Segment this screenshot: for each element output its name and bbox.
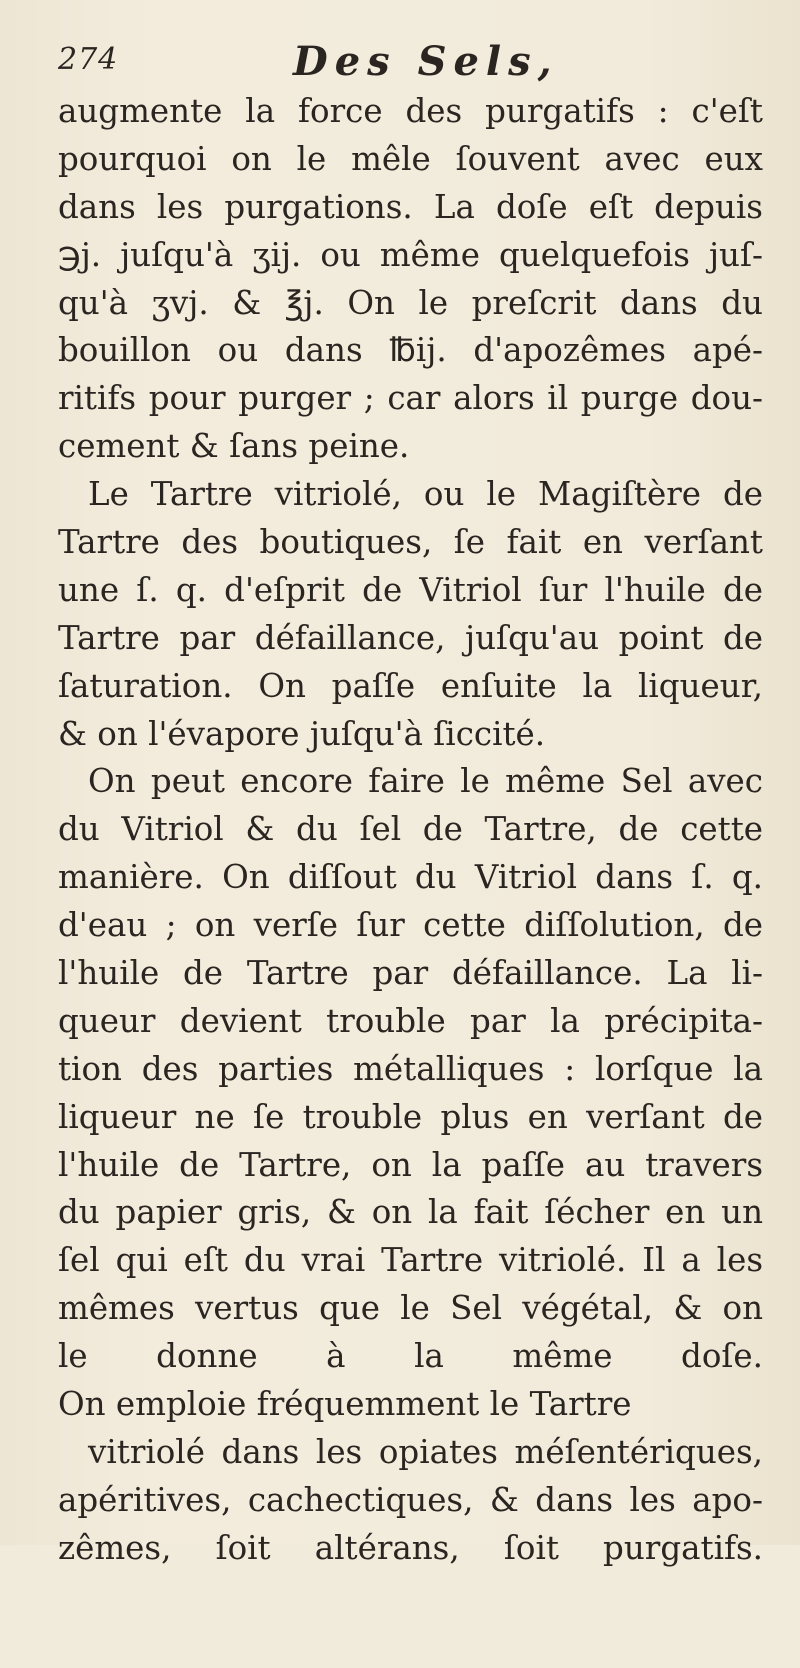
- text-line: ſaturation. On paſſe enſuite la liqueur,: [58, 663, 763, 711]
- text-line: apéritives, cachectiques, & dans les apo-: [58, 1477, 763, 1525]
- text-line: ſel qui eſt du vrai Tartre vitriolé. Il a les: [58, 1237, 763, 1285]
- text-line: On emploie fréquemment le Tartre: [58, 1381, 763, 1429]
- text-line: Tartre par défaillance, juſqu'au point de: [58, 615, 763, 663]
- text-line: liqueur ne ſe trouble plus en verſant de: [58, 1094, 763, 1142]
- page-header: [58, 38, 758, 92]
- text-line: du Vitriol & du ſel de Tartre, de cette: [58, 806, 763, 854]
- text-line: [58, 1573, 763, 1621]
- text-line: ritifs pour purger ; car alors il purge dou-: [58, 375, 763, 423]
- text-line: vitriolé dans les opiates méſentériques,: [58, 1429, 763, 1477]
- text-line: queur devient trouble par la précipita-: [58, 998, 763, 1046]
- text-line: Le Tartre vitriolé, ou le Magiſtère de: [58, 471, 763, 519]
- page-number: 274: [58, 42, 118, 77]
- body-text: [58, 88, 763, 1668]
- text-line: zêmes, ſoit altérans, ſoit purgatifs.: [58, 1525, 763, 1573]
- text-line: du papier gris, & on la fait ſécher en un: [58, 1189, 763, 1237]
- text-line: l'huile de Tartre, on la paſſe au travers: [58, 1142, 763, 1190]
- text-line: mêmes vertus que le Sel végétal, & on: [58, 1285, 763, 1333]
- text-line: tion des parties métalliques : lorſque la: [58, 1046, 763, 1094]
- text-line: une ſ. q. d'eſprit de Vitriol ſur l'huile de: [58, 567, 763, 615]
- text-line: dans les purgations. La doſe eſt depuis: [58, 184, 763, 232]
- text-line: augmente la force des purgatifs : c'eſt: [58, 88, 763, 136]
- text-line: manière. On diſſout du Vitriol dans ſ. q.: [58, 854, 763, 902]
- text-line: Tartre des boutiques, ſe fait en verſant: [58, 519, 763, 567]
- text-line: On peut encore faire le même Sel avec: [58, 758, 763, 806]
- text-line: & on l'évapore juſqu'à ſiccité.: [58, 711, 763, 759]
- text-line: [58, 1621, 763, 1668]
- text-line: ℈j. juſqu'à ʒij. ou même quelquefois juſ-: [58, 232, 763, 280]
- text-line: pourquoi on le mêle ſouvent avec eux: [58, 136, 763, 184]
- text-line: qu'à ʒvj. & ℥j. On le preſcrit dans du: [58, 280, 763, 328]
- text-line: d'eau ; on verſe ſur cette diſſolution, de: [58, 902, 763, 950]
- text-line: le donne à la même doſe.: [58, 1333, 763, 1381]
- text-line: bouillon ou dans ℔ij. d'apozêmes apé-: [58, 327, 763, 375]
- running-title: Des Sels,: [293, 38, 559, 85]
- text-line: l'huile de Tartre par défaillance. La li-: [58, 950, 763, 998]
- text-line: cement & ſans peine.: [58, 423, 763, 471]
